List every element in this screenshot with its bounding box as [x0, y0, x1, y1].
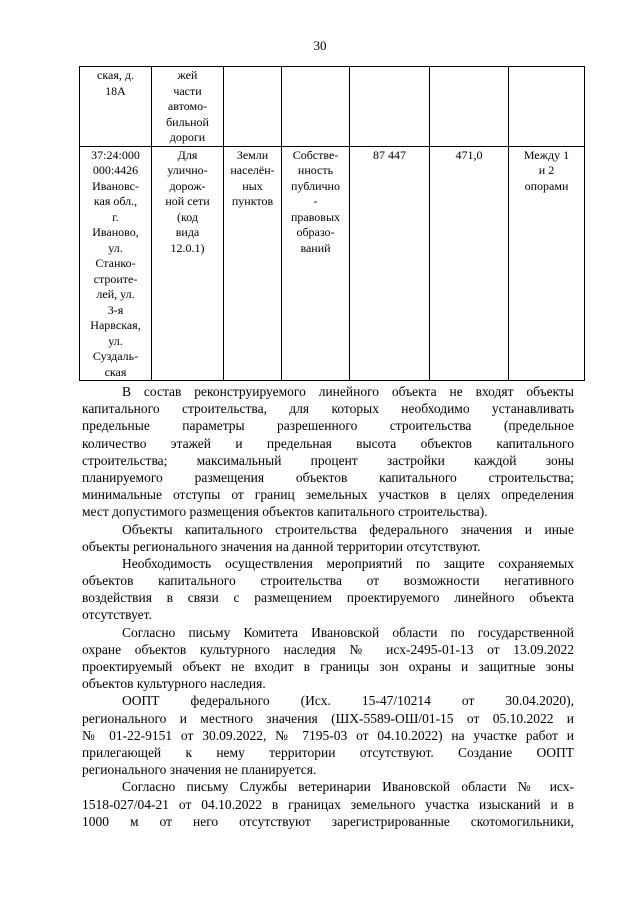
text-line: ООПТ федерального (Исх. 15-47/10214 от 30.04.2020), [122, 693, 574, 709]
text-line: № 01-22-9151 от 30.09.2022, № 7195-03 от 04.10.2022) на участке работ и [82, 727, 574, 743]
table-cell [224, 67, 282, 147]
paragraph [82, 383, 574, 521]
page-number: 30 [313, 38, 327, 53]
text-line: В состав реконструируемого линейного объекта не входят объекты [122, 384, 574, 399]
table-cell-line: опорами [524, 178, 569, 193]
table-cell-line: и 2 [538, 163, 555, 177]
table-cell-line: (код [177, 209, 198, 224]
table-cell-line: 37:24:000 [91, 147, 140, 162]
table-cell-line: Для [177, 147, 198, 162]
text-line: прилегающей к нему территории отсутствуют. Создание ООПТ [82, 744, 574, 760]
table-cell-line: части [173, 83, 202, 98]
text-line: строительства; максимальный процент застройки каждой зоны [82, 452, 574, 468]
table-cell-line: 3-я [107, 302, 124, 317]
table-cell-line: Суздаль- [92, 349, 139, 363]
table-row [80, 146, 585, 381]
table-cell-line: дорож- [169, 178, 206, 193]
table-cell [224, 146, 282, 381]
table-cell-line: дороги [169, 130, 206, 144]
table-cell-line: г. [112, 209, 119, 224]
table-cell-line: Иваново, [92, 225, 139, 239]
table-cell-line: ская, д. [97, 68, 134, 82]
text-line: планируемого размещения объектов капитального строительства; [82, 469, 574, 485]
table-cell [350, 146, 430, 381]
table-cell-line: ул. [108, 240, 123, 255]
table-cell [430, 67, 509, 147]
text-line: проектируемый объект не входит в границы зон охраны и защитные зоны [82, 659, 574, 674]
text-line: регионального значения не планируется. [82, 762, 317, 778]
table-cell [430, 146, 509, 381]
text-line: воздействия в связи с размещением проектируемого линейного объекта [82, 590, 574, 606]
table-cell [509, 67, 585, 147]
text-line: Объекты капитального строительства федерального значения и иные [122, 521, 574, 537]
paragraph [82, 521, 574, 555]
text-line: количество этажей и предельная высота объектов капитального [82, 435, 574, 451]
paragraph [82, 778, 574, 830]
table-cell-line: автомо- [167, 99, 208, 113]
table-cell-line: правовых [290, 209, 341, 224]
text-line: объектов капитального строительства от возможности негативного [82, 573, 574, 589]
table-cell-line: ская [104, 364, 127, 379]
table-cell-line: 471,0 [455, 147, 483, 162]
table-cell-line: 18А [105, 83, 126, 98]
table-cell-line: ул. [108, 333, 123, 348]
text-line: мест допустимого размещения объектов капитального строительства). [82, 504, 488, 520]
text-line: предельные параметры разрешенного строительства (предельное [82, 418, 574, 434]
text-line: охране объектов культурного наследия № исх-2495-01-13 от 13.09.2022 [82, 641, 574, 657]
paragraph [82, 624, 574, 693]
table-cell-line: 000:4426 [92, 163, 139, 177]
text-line: минимальные отступы от границ земельных участков в целях определения [82, 487, 574, 503]
text-line: регионального и местного значения (ШХ-5589-ОШ/01-15 от 05.10.2022 и [82, 710, 574, 726]
text-line: объекты регионального значения на данной территории отсутствуют. [82, 538, 481, 554]
table-cell-line: Земли [236, 147, 269, 162]
table-cell [509, 146, 585, 381]
table-cell-line: нность [297, 163, 334, 177]
text-line: Согласно письму Службы ветеринарии Ивановской области № исх- [122, 779, 574, 795]
table-cell-line: - [313, 194, 318, 208]
table-cell-line: строите- [93, 271, 138, 286]
table-cell-line: публично [291, 178, 340, 193]
paragraph [82, 692, 574, 778]
table-cell [152, 146, 224, 381]
table-cell [350, 67, 430, 147]
land-parcel-table [79, 66, 585, 381]
table-cell-line: Нарвская, [90, 318, 141, 332]
table-cell-line: кая обл., [93, 194, 138, 208]
text-line: объектов культурного наследия. [82, 676, 266, 692]
text-line: Необходимость осуществления мероприятий по защите сохраняемых [122, 555, 574, 571]
table-cell-line: 87 447 [373, 147, 406, 162]
table-cell-line: Ивановс- [92, 178, 139, 193]
table-cell-line: 12.0.1) [170, 240, 205, 255]
text-line: Согласно письму Комитета Ивановской области по государственной [122, 624, 574, 640]
table-cell-line: жей [177, 68, 198, 82]
table-cell-line: лей, ул. [96, 287, 135, 301]
paragraph [82, 555, 574, 624]
text-line: 1518-027/04-21 от 04.10.2022 в границах земельного участка изысканий и в [82, 796, 574, 812]
table-cell-line: Станко- [95, 256, 136, 270]
table-cell-line: ной сети [165, 194, 210, 208]
text-line: капитального строительства, для которых необходимо устанавливать [82, 401, 574, 417]
table-cell [282, 146, 350, 381]
table-cell-line: образо- [296, 225, 335, 239]
table-cell-line: вида [175, 225, 200, 239]
table-cell [80, 67, 152, 147]
table-cell-line: Между 1 [523, 147, 570, 162]
table-cell-line: бильной [166, 114, 209, 129]
text-line: отсутствует. [82, 607, 152, 623]
table-cell [282, 67, 350, 147]
body-text [82, 383, 574, 830]
table-cell-line: населён- [230, 163, 275, 177]
table-cell-line: пунктов [231, 194, 274, 208]
table-cell-line: ваний [300, 240, 331, 255]
table-row [80, 67, 585, 147]
table-cell [152, 67, 224, 147]
table-cell-line: улично- [167, 163, 208, 177]
table-cell [80, 146, 152, 381]
table-cell-line: ных [242, 178, 263, 193]
text-line: 1000 м от него отсутствуют зарегистрированные скотомогильники, [82, 813, 574, 829]
table-cell-line: Собстве- [292, 147, 339, 162]
